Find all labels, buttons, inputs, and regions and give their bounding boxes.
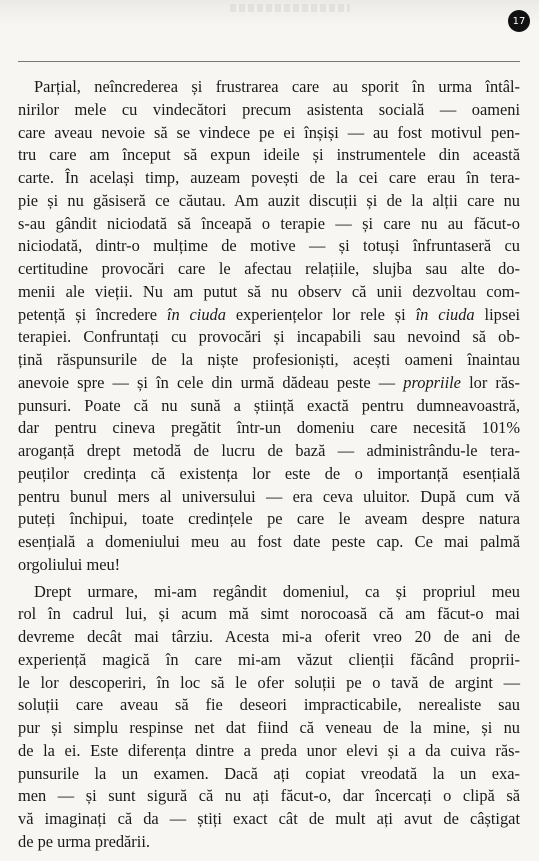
text-line: peuților credința că existența lor este de o importanță esențială bbox=[18, 463, 520, 483]
text-line: carte. În același timp, auzeam povești de la cei care erau în tera- bbox=[18, 168, 520, 187]
text-line: niciodată, dintr-o mulțime de motive — și totuși înfruntaseră cu bbox=[18, 236, 520, 256]
text-line: petență și încredere în ciuda experiențelor lor rele și în ciuda lipsei bbox=[18, 304, 521, 324]
body-text bbox=[18, 76, 520, 854]
text-line: de pe urma predării. bbox=[18, 831, 150, 851]
text-line: terapiei. Confruntați cu provocări și incapabili sau nevoind să ob- bbox=[18, 327, 520, 347]
text-line: care aveau nevoie să se vindece pe ei înșiși — au fost motivul pen- bbox=[18, 122, 520, 142]
header-rule bbox=[18, 61, 520, 62]
text-line: anevoie spre — și în cele din urmă dădeau peste — propriile lor răs- bbox=[18, 372, 520, 392]
text-line: devreme decât mai târziu. Acesta mi-a oferit vreo 20 de ani de bbox=[18, 627, 520, 646]
bleed-through-header bbox=[230, 4, 350, 12]
text-line: men — și sunt sigură că nu ați făcut-o, dar încercați o clipă să bbox=[18, 786, 520, 806]
text-line: dar pentru cineva pregătit într-un domeniu care necesită 101% bbox=[18, 418, 520, 438]
text-line: s-au gândit niciodată să înceapă o terapie — și care nu au făcut-o bbox=[18, 213, 520, 233]
text-line: Drept urmare, mi-am regândit domeniul, ca și propriul meu bbox=[34, 581, 520, 601]
text-line: vă imaginați că da — știți exact cât de mult ați avut de câștigat bbox=[18, 809, 520, 828]
text-line: pie și nu găsiseră ce căutau. Am auzit discuții și de la alții care nu bbox=[18, 190, 520, 210]
text-line: punsuri. Poate că nu sună a știință exactă pentru dumneavoastră, bbox=[18, 395, 520, 415]
text-line: Parțial, neîncrederea și frustrarea care au sporit în urma întâl- bbox=[34, 77, 520, 96]
text-line: tru care am început să expun ideile și instrumentele din această bbox=[18, 145, 520, 165]
text-line: puteți închipui, toate credințele pe care le aveam despre natura bbox=[18, 509, 520, 529]
text-line: esențială a domeniului meu au fost date peste cap. Ce mai palmă bbox=[18, 532, 520, 551]
text-line: certitudine provocări care le afectau relațiile, slujba sau alte do- bbox=[18, 259, 520, 278]
text-line: le lor descoperiri, în loc să le ofer soluții pe o tavă de argint — bbox=[18, 672, 520, 692]
text-line: nirilor mele cu vindecători precum asistenta socială — oameni bbox=[18, 99, 520, 119]
text-line: experiență magică în care mi-am văzut clienții făcând proprii- bbox=[18, 649, 520, 669]
text-line: aroganță drept metodă de lucru de bază — administrându-le tera- bbox=[18, 441, 520, 460]
page-number-badge: 17 bbox=[508, 10, 530, 32]
text-line: soluții care aveau să fie deseori impracticabile, nerealiste sau bbox=[18, 695, 520, 715]
text-line: orgoliului meu! bbox=[18, 554, 121, 574]
text-line: punsurile la un examen. Dacă ați copiat vreodată la un exa- bbox=[18, 763, 520, 783]
text-line: menii ale vieții. Nu am putut să nu observ că unii dezvoltau com- bbox=[18, 281, 520, 301]
text-line: rol în cadrul lui, și acum mă simt norocoasă că am făcut-o mai bbox=[18, 604, 520, 624]
text-line: pur și simplu respinse net dat fiind că veneau de la mine, și nu bbox=[18, 718, 520, 737]
text-line: de la ei. Este diferența dintre a preda unor elevi și a da cuiva răs- bbox=[18, 740, 520, 760]
text-line: pentru bunul mers al universului — era ceva uluitor. După cum vă bbox=[18, 486, 520, 506]
text-line: țină răspunsurile de la niște profesioniști, acești oameni înaintau bbox=[18, 350, 520, 369]
